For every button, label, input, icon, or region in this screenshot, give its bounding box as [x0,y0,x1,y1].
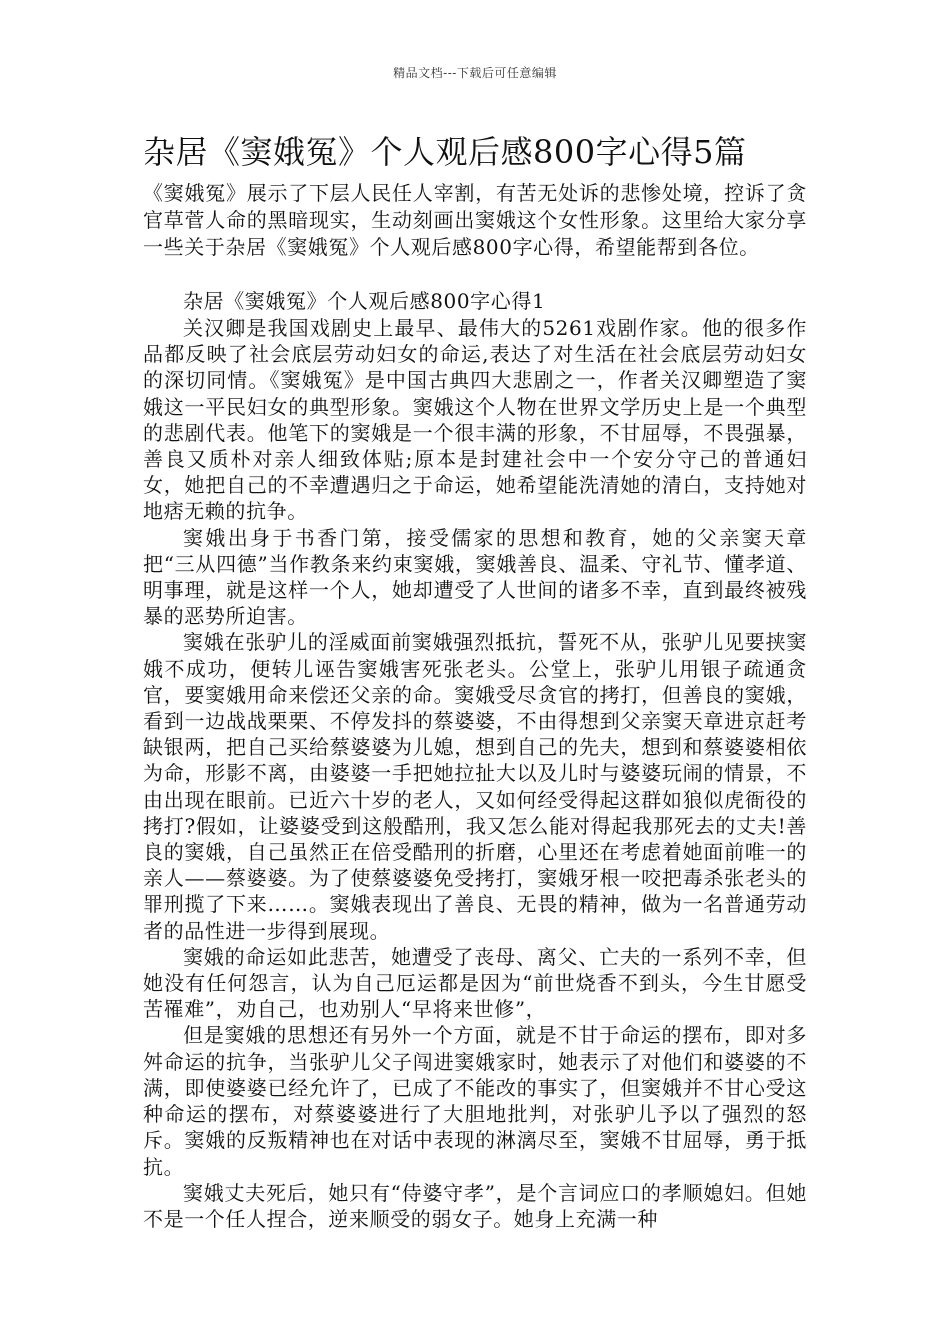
section-heading: 杂居《窦娥冤》个人观后感800字心得1 [183,289,546,313]
intro-paragraph: 《窦娥冤》展示了下层人民任人宰割，有苦无处诉的悲惨处境，控诉了贪官草菅人命的黑暗现实，生动刻画出窦娥这个女性形象。这里给大家分享一些关于杂居《窦娥冤》个人观后感800字心得，希望能帮到各位。 [143,181,807,259]
body-paragraph-2: 窦娥出身于书香门第，接受儒家的思想和教育，她的父亲窦天章把“三从四德”当作教条来约束窦娥，窦娥善良、温柔、守礼节、懂孝道、明事理，就是这样一个人，她却遭受了人世间的诸多不幸，直到最终被残暴的恶势所迫害。 [143,525,807,629]
page-header: 精品文档---下载后可任意编辑 [393,66,557,80]
body-paragraph-3: 窦娥在张驴儿的淫威面前窦娥强烈抵抗，誓死不从，张驴儿见要挟窦娥不成功，便转儿诬告窦娥害死张老头。公堂上，张驴儿用银子疏通贪官，要窦娥用命来偿还父亲的命。窦娥受尽贪官的拷打，但善良的窦娥，看到一边战战栗栗、不停发抖的蔡婆婆，不由得想到父亲窦天章进京赶考缺银两，把自己买给蔡婆婆为儿媳，想到自己的先夫，想到和蔡婆婆相依为命，形影不离，由婆婆一手把她拉扯大以及儿时与婆婆玩闹的情景，不由出现在眼前。已近六十岁的老人，又如何经受得起这群如狼似虎衙役的拷打?假如，让婆婆受到这般酷刑，我又怎么能对得起我那死去的丈夫!善良的窦娥，自己虽然正在倍受酷刑的折磨，心里还在考虑着她面前唯一的亲人——蔡婆婆。为了使蔡婆婆免受拷打，窦娥牙根一咬把毒杀张老头的罪刑揽了下来……。窦娥表现出了善良、无畏的精神，做为一名普通劳动者的品性进一步得到展现。 [143,630,807,943]
body-paragraph-4: 窦娥的命运如此悲苦，她遭受了丧母、离父、亡夫的一系列不幸，但她没有任何怨言，认为自己厄运都是因为“前世烧香不到头，今生甘愿受苦罹难”，劝自己，也劝别人“早将来世修”， [143,944,807,1022]
body-paragraph-6: 窦娥丈夫死后，她只有“侍婆守孝”，是个言词应口的孝顺媳妇。但她不是一个任人捏合，逆来顺受的弱女子。她身上充满一种 [143,1180,807,1231]
document-title: 杂居《窦娥冤》个人观后感800字心得5篇 [143,133,747,171]
blank-line [143,261,807,288]
document-body [143,130,807,1232]
body-paragraph-1: 关汉卿是我国戏剧史上最早、最伟大的5261戏剧作家。他的很多作品都反映了社会底层劳动妇女的命运,表达了对生活在社会底层劳动妇女的深切同情。《窦娥冤》是中国古典四大悲剧之一，作者关汉卿塑造了窦娥这一平民妇女的典型形象。窦娥这个人物在世界文学历史上是一个典型的悲剧代表。他笔下的窦娥是一个很丰满的形象，不甘屈辱，不畏强暴，善良又质朴对亲人细致体贴;原本是封建社会中一个安分守己的普通妇女，她把自己的不幸遭遇归之于命运，她希望能洗清她的清白，支持她对地痞无赖的抗争。 [143,316,807,524]
body-paragraph-5: 但是窦娥的思想还有另外一个方面，就是不甘于命运的摆布，即对多舛命运的抗争，当张驴儿父子闯进窦娥家时，她表示了对他们和婆婆的不满，即使婆婆已经允许了，已成了不能改的事实了，但窦娥并不甘心受这种命运的摆布，对蔡婆婆进行了大胆地批判，对张驴儿予以了强烈的怒斥。窦娥的反叛精神也在对话中表现的淋漓尽至，窦娥不甘屈辱，勇于抵抗。 [143,1023,807,1179]
